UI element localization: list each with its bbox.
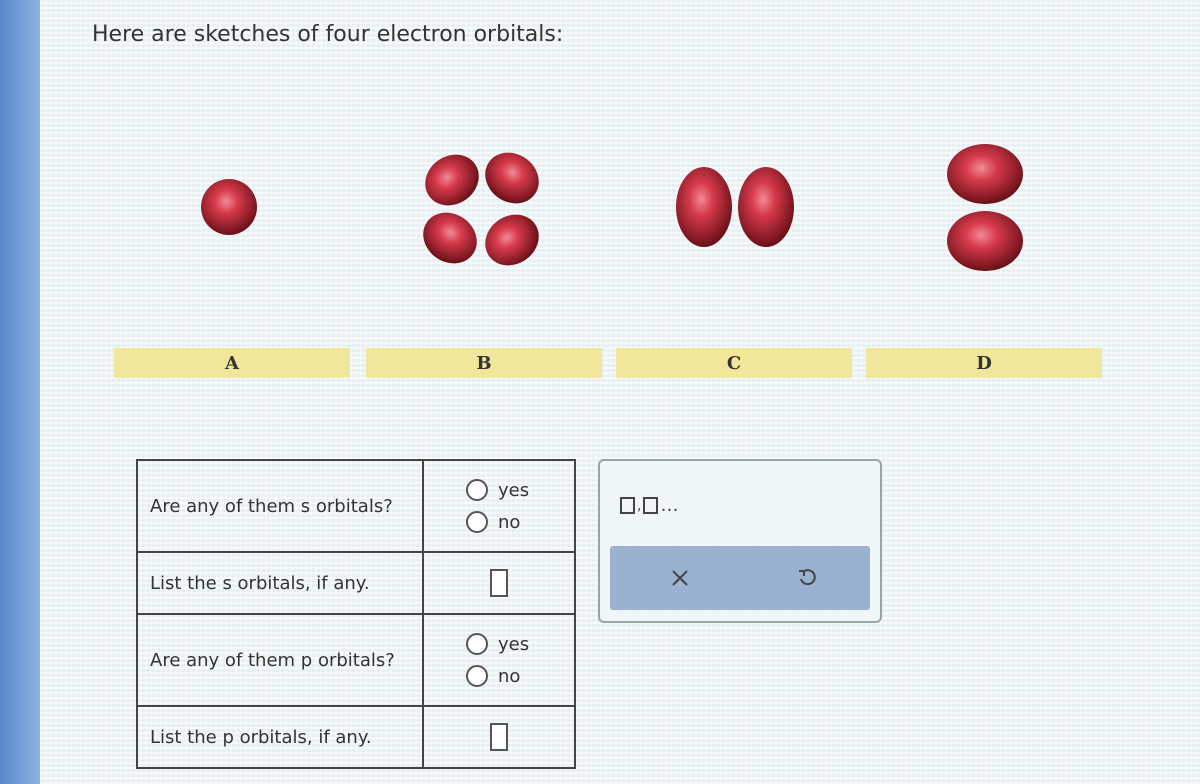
- table-row: [137, 706, 575, 768]
- table-row: [137, 460, 575, 552]
- x-icon: [670, 568, 690, 588]
- p-orbitals-input[interactable]: [490, 723, 508, 751]
- orbital-d-dumbbell-vertical-icon: [947, 144, 1023, 271]
- s-orbitals-input[interactable]: [490, 569, 508, 597]
- list-tool-button[interactable]: , …: [620, 495, 678, 516]
- radio-circle-icon[interactable]: [466, 665, 488, 687]
- radio-circle-icon[interactable]: [466, 511, 488, 533]
- radio-circle-icon[interactable]: [466, 479, 488, 501]
- orbital-label-b: B: [366, 348, 602, 378]
- action-bar: [610, 546, 870, 610]
- undo-button[interactable]: [788, 558, 828, 598]
- radio-p-yes[interactable]: [466, 633, 574, 655]
- table-row: [137, 552, 575, 614]
- radio-p-no[interactable]: [466, 665, 574, 687]
- answer-s-any: [423, 460, 575, 552]
- orbital-label-a: A: [114, 348, 350, 378]
- question-p-any: Are any of them p orbitals?: [137, 614, 423, 706]
- undo-icon: [797, 567, 819, 589]
- radio-s-no[interactable]: [466, 511, 574, 533]
- clear-button[interactable]: [660, 558, 700, 598]
- radio-label: no: [498, 665, 521, 687]
- list-tool-ellipsis: …: [660, 495, 679, 516]
- orbital-sketches: [0, 0, 1200, 340]
- radio-label: yes: [498, 479, 530, 501]
- radio-label: no: [498, 511, 521, 533]
- question-s-list: List the s orbitals, if any.: [137, 552, 423, 614]
- question-p-list: List the p orbitals, if any.: [137, 706, 423, 768]
- question-prompt: Here are sketches of four electron orbitals:: [92, 22, 564, 47]
- answer-p-any: [423, 614, 575, 706]
- orbital-label-d: D: [866, 348, 1102, 378]
- question-table: [136, 459, 576, 769]
- answer-p-list: [423, 706, 575, 768]
- orbital-a-sphere-icon: [201, 179, 257, 235]
- radio-label: yes: [498, 633, 530, 655]
- question-s-any: Are any of them s orbitals?: [137, 460, 423, 552]
- answer-tools-panel: [598, 459, 882, 623]
- box-icon: [643, 497, 658, 514]
- radio-s-yes[interactable]: [466, 479, 574, 501]
- box-icon: [620, 497, 635, 514]
- table-row: [137, 614, 575, 706]
- orbital-b-cloverleaf-icon: [413, 142, 548, 275]
- answer-s-list: [423, 552, 575, 614]
- orbital-c-dumbbell-horizontal-icon: [676, 167, 794, 247]
- orbital-label-c: C: [616, 348, 852, 378]
- radio-circle-icon[interactable]: [466, 633, 488, 655]
